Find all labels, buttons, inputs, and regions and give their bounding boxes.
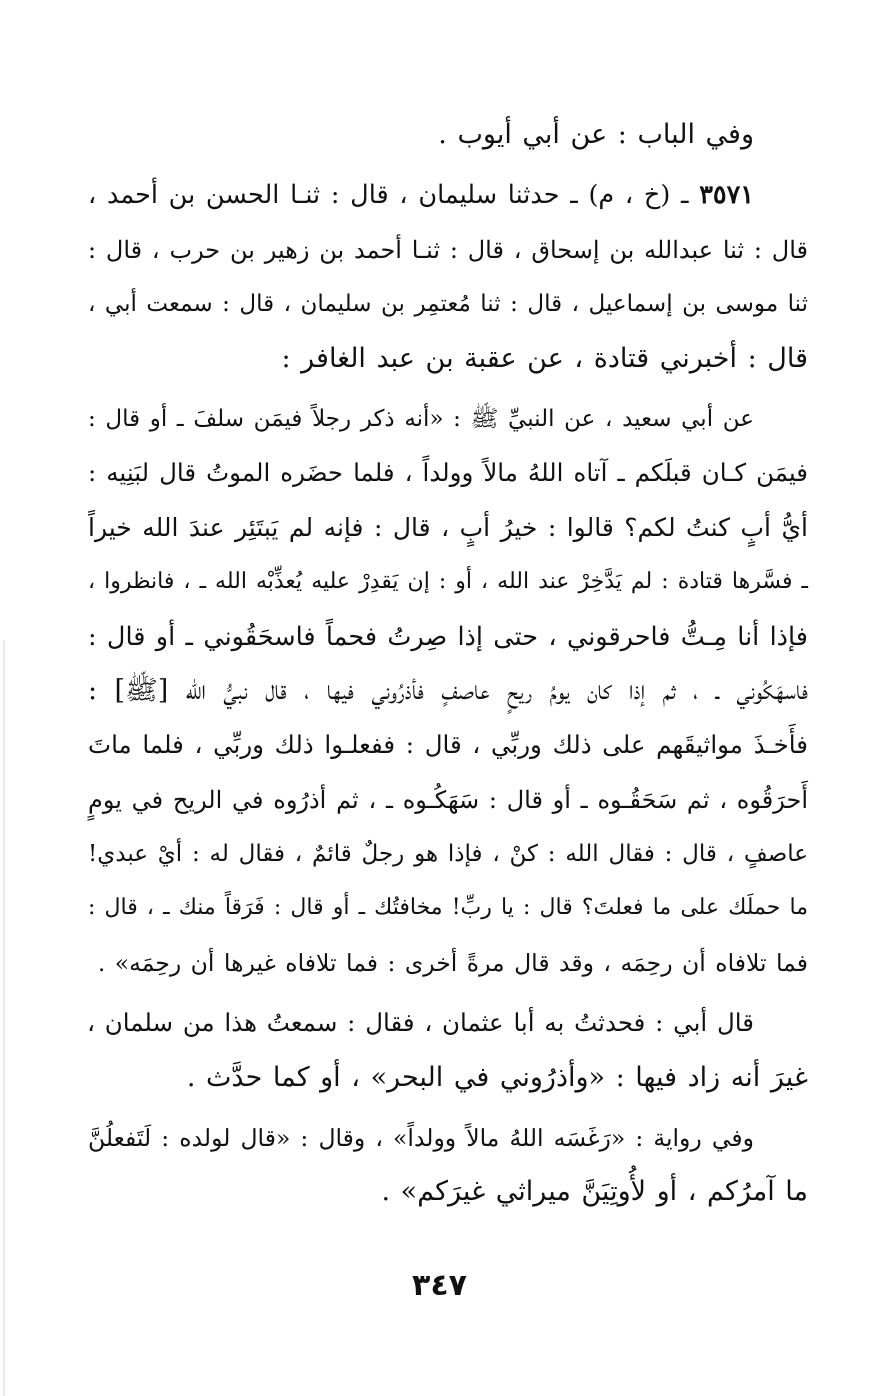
text-line [88, 1165, 808, 1219]
line-text: فاسهَكُوني ـ ، ثم إذا كان يومُ ريحٍ عاصفٍ فأذرُوني فيها ، قال نبيُّ الله [ﷺ] : [88, 674, 808, 706]
text-line [88, 168, 808, 222]
line-text: غيرَ أنه زاد فيها : «وأذرُوني في البحر» ، أو كما حدَّث . [186, 1061, 808, 1093]
text-line [88, 392, 808, 446]
text-line [88, 718, 808, 772]
text-line [88, 827, 808, 881]
paragraph-chapter-note [88, 108, 808, 162]
line-text: ـ (خ ، م) ـ حدثنا سليمان ، قال : ثنـا الحسن بن أحمد ، [88, 180, 700, 211]
text-line [88, 610, 808, 664]
line-text: وفي رواية : «رَغَسَه اللهُ مالاً وولداً» ، وقال : «قال لولده : لَتَفعلُنَّ [88, 1124, 754, 1153]
text-line [88, 664, 808, 718]
line-text: ما آمرُكم ، أو لأُوتِيَنَّ ميراثي غيرَكم» . [381, 1176, 808, 1208]
text-line [88, 881, 808, 935]
text-line [88, 773, 808, 827]
line-text: قال : أخبرني قتادة ، عن عقبة بن عبد الغافر : [281, 342, 808, 374]
line-text: قال : ثنا عبدالله بن إسحاق ، قال : ثنـا أحمد بن زهير بن حرب ، قال : [88, 235, 808, 264]
line-text: ما حملَك على ما فعلتَ؟ قال : يا ربِّ! مخافتُك ـ أو قال : فَرَقاً منك ـ ، قال : [88, 895, 808, 921]
text-line [88, 996, 808, 1050]
line-text: ثنا موسى بن إسماعيل ، قال : ثنا مُعتمِر بن سليمان ، قال : سمعت أبي ، [88, 291, 808, 318]
line-text: قال أبي : فحدثتُ به أبا عثمان ، فقال : سمعتُ هذا من سلمان ، [87, 1008, 754, 1038]
line-text: أيُّ أبٍ كنتُ لكم؟ قالوا : خيرُ أبٍ ، قال : فإنه لم يَبتَئِر عندَ الله خيراً [88, 512, 808, 542]
line-text: فإذا أنا مِـتُّ فاحرقوني ، حتى إذا صِرتُ فحماً فاسحَقُوني ـ أو قال : [88, 621, 808, 652]
line-text: فأَخـذَ مواثيقَهم على ذلك وربِّي ، قال : ففعلـوا ذلك وربِّي ، فلما ماتَ [88, 730, 808, 760]
paragraph-narrator-note [88, 996, 808, 1105]
text-line [88, 277, 808, 331]
page-number: ٣٤٧ [412, 1268, 467, 1303]
text-line [88, 936, 808, 990]
text-line [88, 332, 808, 386]
line-text: أَحرَقُوه ، ثم سَحَقُـوه ـ أو قال : سَهَكُـوه ـ ، ثم أذرُوه في الريح في يومٍ [88, 785, 808, 814]
line-text: فما تلافاه أن رحِمَه ، وقد قال مرةً أخرى : فما تلافاه غيرها أن رحِمَه» . [97, 948, 808, 977]
text-line [88, 501, 808, 555]
line-text: وفي الباب : عن أبي أيوب . [438, 119, 754, 150]
text-line [88, 1051, 808, 1105]
text-line [88, 223, 808, 277]
text-line [88, 555, 808, 609]
paragraph-variant-narration [88, 1111, 808, 1220]
paragraph-isnad [88, 168, 808, 386]
line-text: عاصفٍ ، قال : فقال الله : كنْ ، فإذا هو رجلٌ قائمٌ ، فقال له : أيْ عبدي! [88, 841, 808, 868]
line-text: فيمَن كـان قبلَكم ـ آتاه اللهُ مالاً وولداً ، فلما حضَره الموتُ قال لبَنِيه : [88, 458, 808, 488]
line-text: ـ فسَّرها قتادة : لم يَدَّخِرْ عند الله ، أو : إن يَقدِرْ عليه يُعذِّبْه الله ـ ، فانظروا ، [88, 569, 808, 595]
line-text: عن أبي سعيد ، عن النبيِّ ﷺ : «أنه ذكر رجلاً فيمَن سلفَ ـ أو قال : [88, 405, 754, 432]
text-line [88, 1111, 808, 1165]
text-line [88, 446, 808, 500]
text-line [88, 108, 808, 162]
paragraph-hadith-text [88, 392, 808, 990]
hadith-number: ٣٥٧١ [699, 180, 754, 211]
page-body-text [88, 108, 808, 1220]
